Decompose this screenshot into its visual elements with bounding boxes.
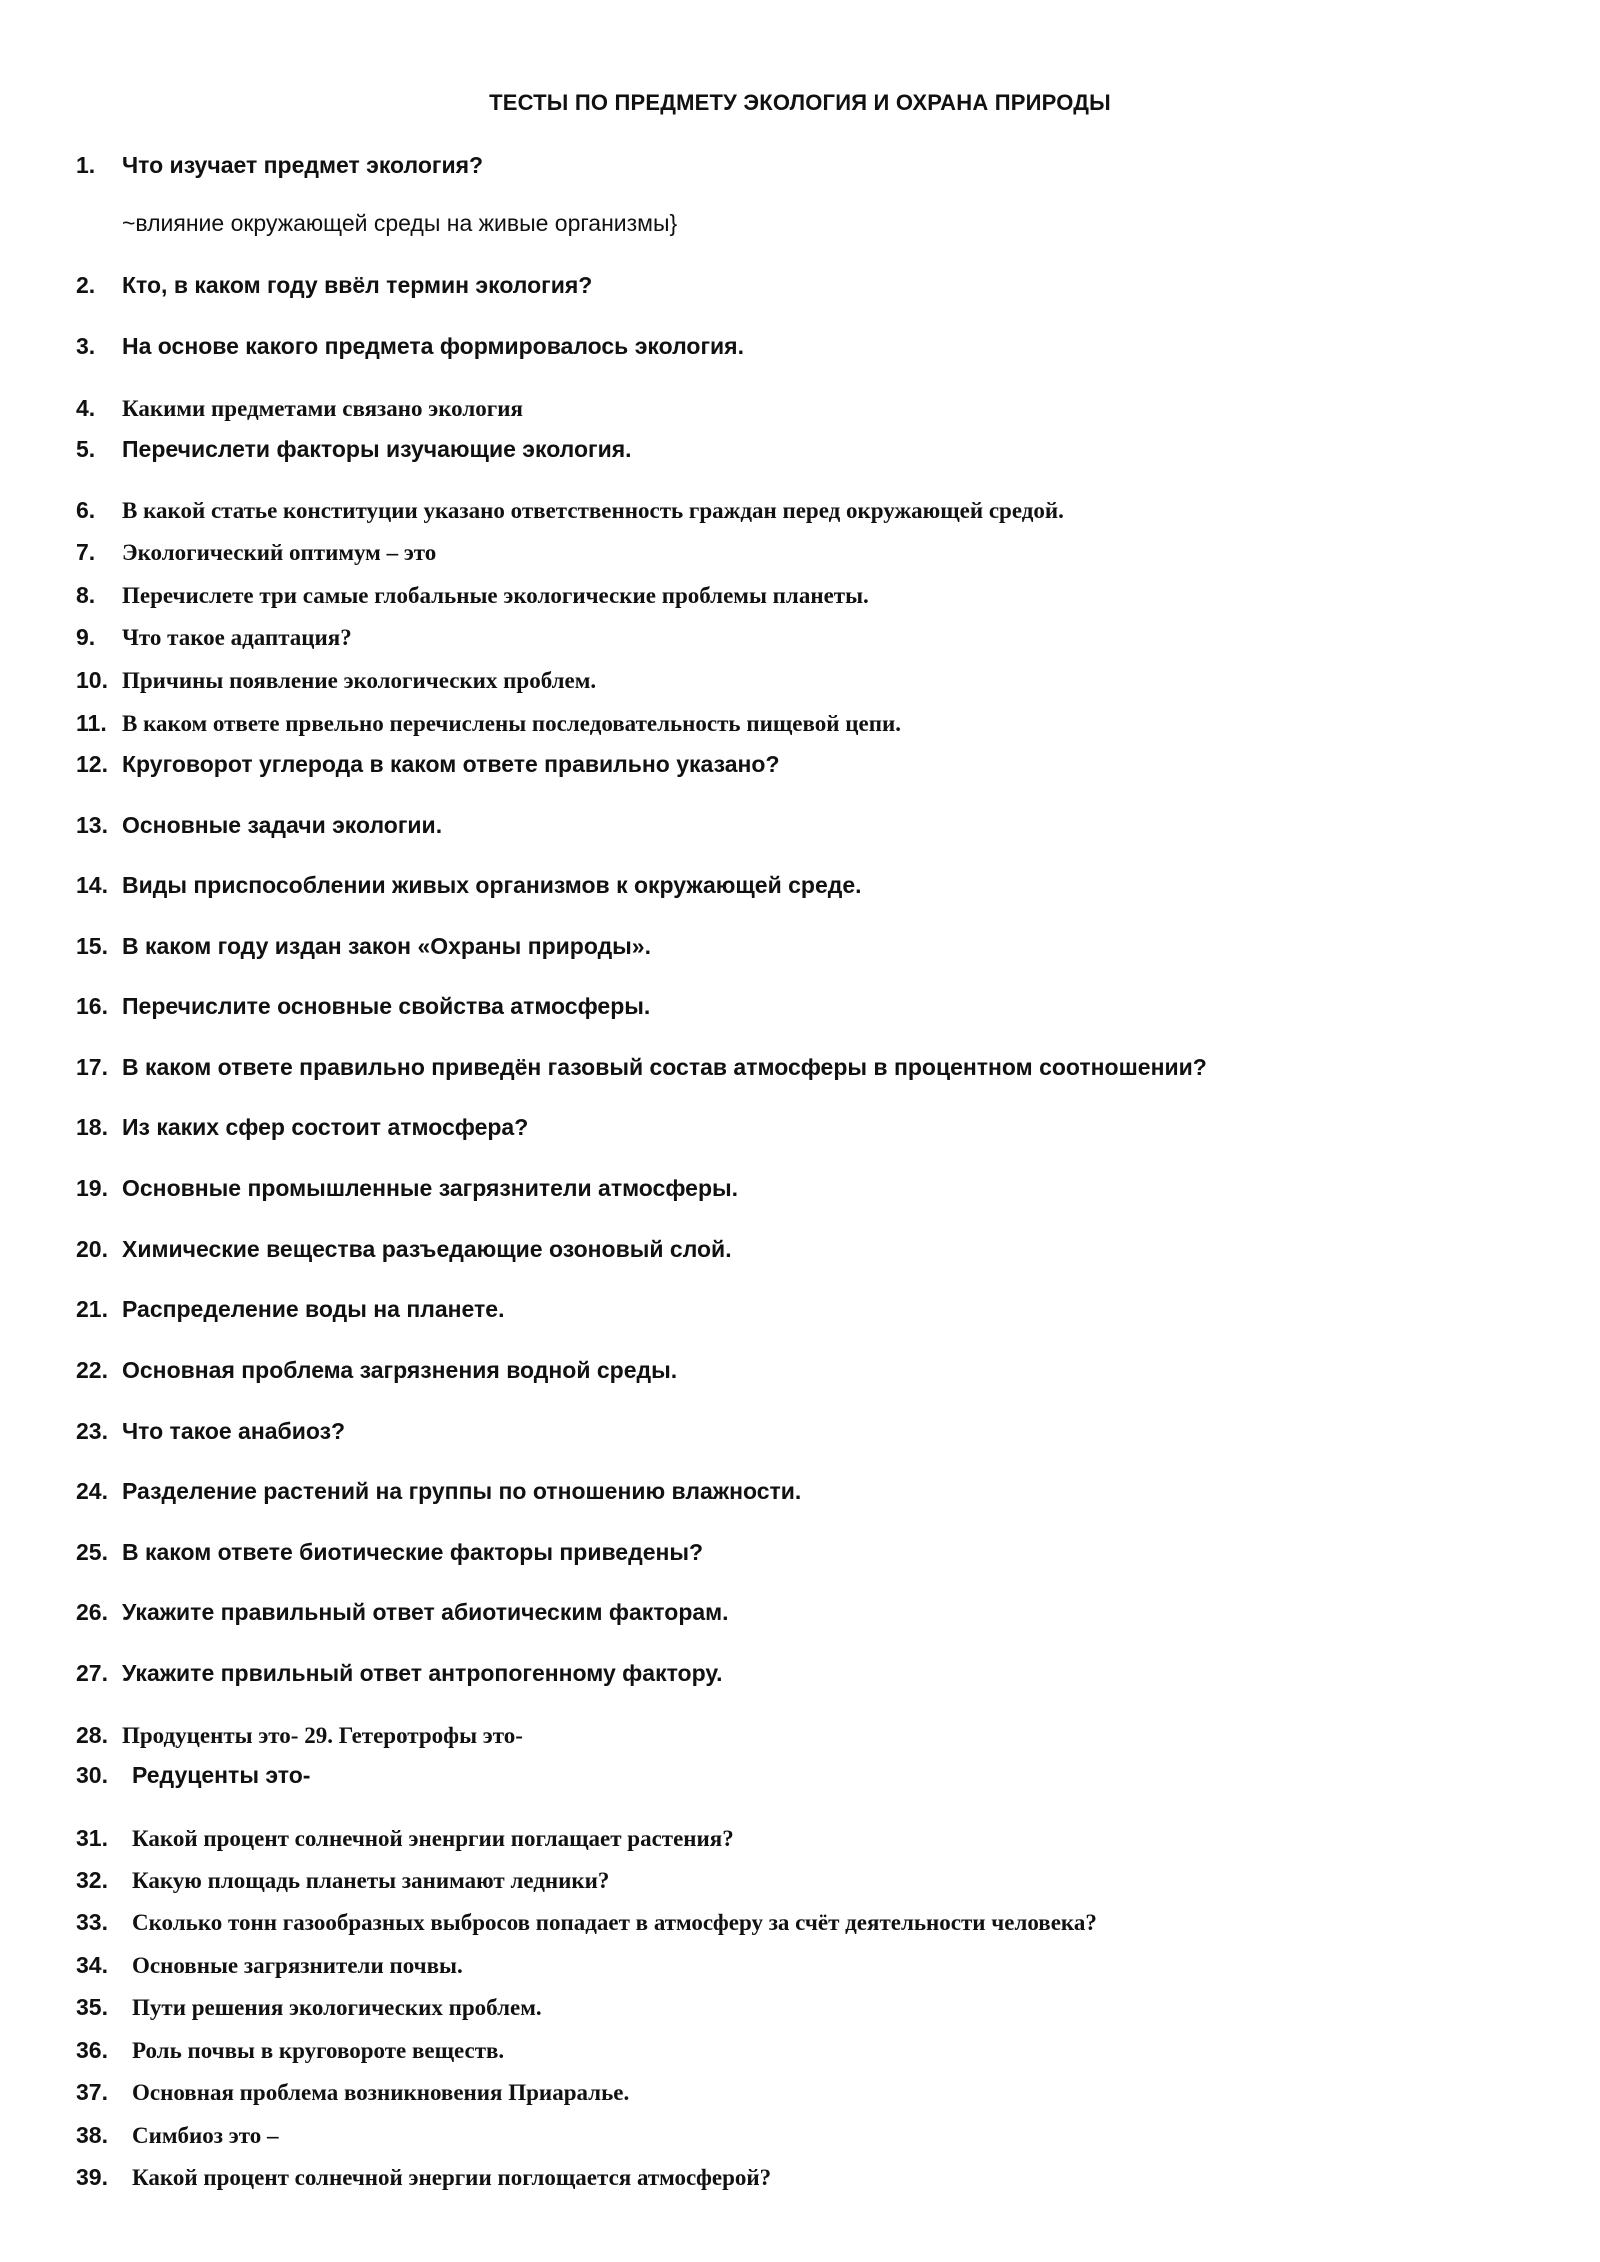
question-number: 4.: [76, 395, 96, 421]
question-number: 22.: [76, 1357, 108, 1383]
question-item: [76, 1660, 723, 1687]
question-text: В каком ответе правильно приведён газовый состав атмосферы в процентном соотношении?: [122, 1054, 1207, 1080]
question-item: [76, 710, 901, 737]
question-text: Что такое адаптация?: [122, 625, 352, 650]
question-text: Симбиоз это –: [132, 2123, 279, 2148]
question-number: 39.: [76, 2164, 108, 2190]
question-item: [76, 2164, 771, 2191]
question-item: [76, 333, 744, 360]
question-number: 36.: [76, 2037, 108, 2063]
question-text: Какой процент солнечной энергии поглощается атмосферой?: [132, 2165, 772, 2190]
question-item: [76, 395, 523, 422]
question-text: Кто, в каком году ввёл термин экология?: [122, 272, 593, 298]
question-item: [76, 582, 869, 609]
question-item: [76, 1825, 734, 1852]
question-item: [76, 1867, 609, 1894]
question-number: 5.: [76, 436, 96, 462]
question-item: [76, 1478, 801, 1505]
question-number: 20.: [76, 1236, 108, 1262]
question-item: [76, 1418, 345, 1445]
question-text: Пути решения экологических проблем.: [132, 1995, 542, 2020]
question-number: 9.: [76, 624, 96, 650]
question-item: [76, 812, 442, 839]
question-item: [76, 1762, 310, 1789]
question-item: [76, 436, 632, 463]
question-text: Какой процент солнечной эненргии поглащает растения?: [132, 1826, 734, 1851]
question-item: [76, 1994, 542, 2021]
question-number: 37.: [76, 2079, 108, 2105]
question-number: 7.: [76, 539, 96, 565]
question-item: [76, 1054, 1207, 1081]
question-number: 11.: [76, 710, 107, 736]
question-item: [76, 624, 352, 651]
question-item: [76, 1952, 463, 1979]
question-number: 2.: [76, 272, 96, 298]
question-text: Распределение воды на планете.: [122, 1296, 505, 1322]
question-item: [76, 1175, 738, 1202]
question-item: [76, 993, 650, 1020]
question-text: Причины появление экологических проблем.: [122, 668, 597, 693]
question-item: [76, 933, 651, 960]
question-text: Основная проблема загрязнения водной среды.: [122, 1357, 678, 1383]
question-item: [76, 539, 436, 566]
question-text: Что такое анабиоз?: [122, 1418, 346, 1444]
question-item: [76, 1599, 729, 1626]
question-text: Виды приспособлении живых организмов к окружающей среде.: [122, 872, 862, 898]
question-number: 6.: [76, 497, 96, 523]
question-text: Разделение растений на группы по отношению влажности.: [122, 1478, 802, 1504]
question-text: Из каких сфер состоит атмосфера?: [122, 1114, 529, 1140]
question-number: 21.: [76, 1296, 108, 1322]
question-item: [76, 1236, 732, 1263]
question-item: [76, 872, 862, 899]
question-number: 32.: [76, 1867, 108, 1893]
question-item: [76, 2037, 504, 2064]
question-text: Основная проблема возникновения Приаралье.: [132, 2080, 630, 2105]
question-text: Продуценты это- 29. Гетеротрофы это-: [122, 1723, 523, 1748]
question-number: 18.: [76, 1114, 108, 1140]
question-number: 10.: [76, 667, 108, 693]
question-item: [76, 497, 1064, 524]
question-number: 16.: [76, 993, 108, 1019]
question-item: [76, 272, 592, 299]
question-number: 23.: [76, 1418, 108, 1444]
question-text: Редуценты это-: [132, 1762, 311, 1788]
question-text: В каком году издан закон «Охраны природы».: [122, 933, 651, 959]
question-text: Перечислети факторы изучающие экология.: [122, 436, 632, 462]
question-text: Основные задачи экологии.: [122, 812, 443, 838]
question-item: [76, 1539, 703, 1566]
question-number: 24.: [76, 1478, 108, 1504]
question-number: 1.: [76, 152, 96, 178]
question-item: [76, 1114, 528, 1141]
question-text: В каком ответе биотические факторы приведены?: [122, 1539, 704, 1565]
question-item: [76, 1909, 1097, 1936]
question-item: [76, 1722, 523, 1749]
question-text: Основные промышленные загрязнители атмосферы.: [122, 1175, 739, 1201]
question-text: Экологический оптимум – это: [122, 540, 437, 565]
question-text: Перечислите основные свойства атмосферы.: [122, 993, 651, 1019]
question-number: 26.: [76, 1599, 108, 1625]
question-number: 14.: [76, 872, 108, 898]
question-text: В каком ответе првельно перечислены последовательность пищевой цепи.: [122, 711, 901, 736]
question-item: [76, 2079, 629, 2106]
question-number: 17.: [76, 1054, 108, 1080]
question-item: [76, 1296, 504, 1323]
question-text: Основные загрязнители почвы.: [132, 1953, 463, 1978]
question-number: 3.: [76, 333, 96, 359]
answer-text: ~влияние окружающей среды на живые организмы}: [122, 210, 678, 236]
document-title: ТЕСТЫ ПО ПРЕДМЕТУ ЭКОЛОГИЯ И ОХРАНА ПРИРОДЫ: [489, 90, 1111, 115]
question-number: 12.: [76, 751, 108, 777]
question-text: Круговорот углерода в каком ответе правильно указано?: [122, 751, 780, 777]
question-item: [76, 1357, 677, 1384]
question-number: 19.: [76, 1175, 108, 1201]
question-text: Укажите првильный ответ антропогенному фактору.: [122, 1660, 723, 1686]
question-text: Какую площадь планеты занимают ледники?: [132, 1868, 610, 1893]
question-text: На основе какого предмета формировалось экология.: [122, 333, 744, 359]
question-number: 34.: [76, 1952, 108, 1978]
question-number: 30.: [76, 1762, 108, 1788]
question-number: 28.: [76, 1722, 108, 1748]
question-item: [76, 152, 483, 179]
question-number: 15.: [76, 933, 108, 959]
question-text: Химические вещества разъедающие озоновый слой.: [122, 1236, 732, 1262]
question-item: [76, 667, 596, 694]
question-text: В какой статье конституции указано ответственность граждан перед окружающей средой.: [122, 498, 1064, 523]
question-text: Укажите правильный ответ абиотическим факторам.: [122, 1599, 729, 1625]
question-item: [76, 2122, 278, 2149]
question-text: Что изучает предмет экология?: [122, 152, 484, 178]
question-text: Какими предметами связано экология: [122, 396, 523, 421]
question-text: Сколько тонн газообразных выбросов попадает в атмосферу за счёт деятельности человека?: [132, 1910, 1097, 1935]
question-number: 38.: [76, 2122, 108, 2148]
question-text: Роль почвы в круговороте веществ.: [132, 2038, 505, 2063]
question-number: 13.: [76, 812, 108, 838]
question-number: 31.: [76, 1825, 108, 1851]
question-number: 8.: [76, 582, 96, 608]
question-number: 25.: [76, 1539, 108, 1565]
question-number: 33.: [76, 1909, 108, 1935]
question-number: 35.: [76, 1994, 108, 2020]
question-item: [76, 751, 780, 778]
question-item: [76, 2206, 132, 2232]
question-number: 27.: [76, 1660, 108, 1686]
question-text: Перечислете три самые глобальные экологические проблемы планеты.: [122, 583, 869, 608]
